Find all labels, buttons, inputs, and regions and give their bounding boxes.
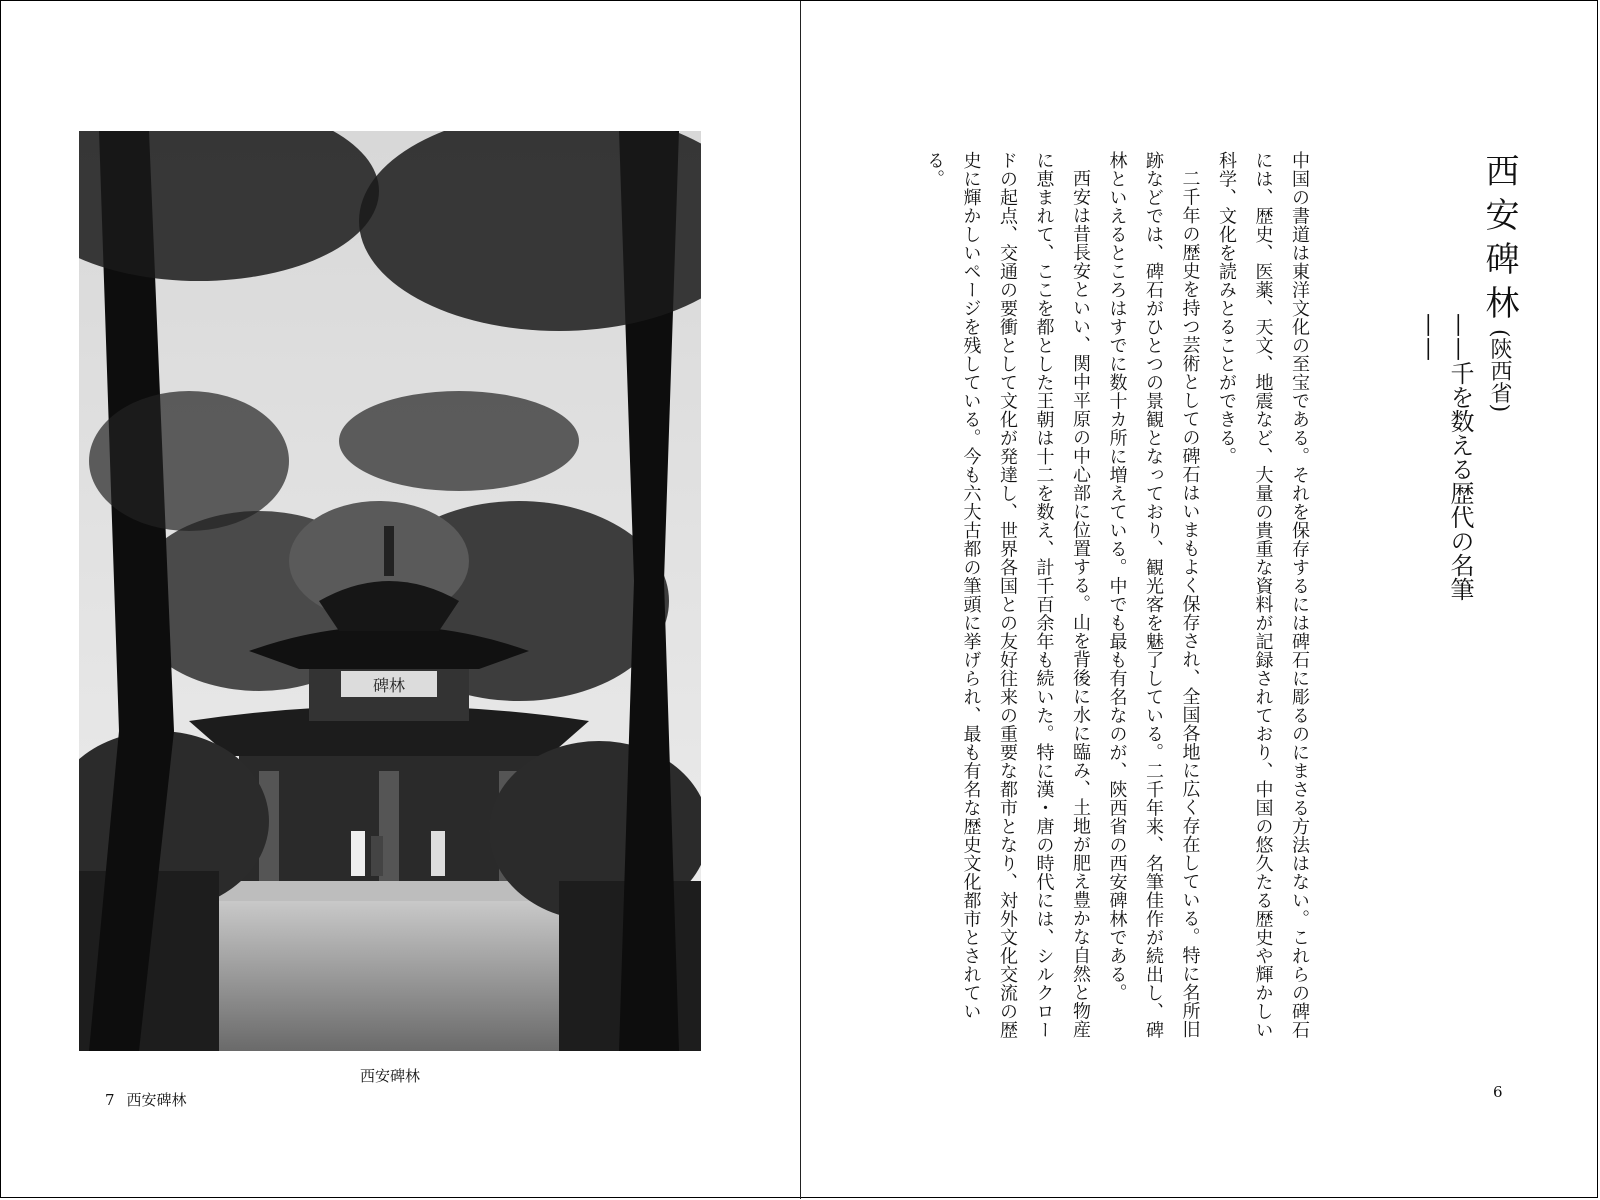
pavilion-photo xyxy=(79,131,701,1051)
article-subtitle: ——千を数える歴代の名筆—— xyxy=(1416,313,1474,601)
title-note: (陝西省) xyxy=(1487,329,1512,413)
paragraph-1: 中国の書道は東洋文化の至宝である。それを保存するには碑石に彫るのにまさる方法はない。これらの碑石には、歴史、医薬、天文、地震など、大量の貴重な資料が記録されており、中国の悠久たる歴史や輝かしい科学、文化を読みとることができる。 xyxy=(1216,151,1310,1039)
article-title xyxy=(1479,153,1519,573)
title-text: 西安碑林 xyxy=(1479,153,1519,329)
photo-caption: 西安碑林 xyxy=(359,1067,420,1085)
left-folio xyxy=(105,1089,187,1110)
article-body xyxy=(877,151,1317,1041)
paragraph-3: 西安は昔長安といい、関中平原の中心部に位置する。山を背後に水に臨み、土地が肥え豊かな自然と物産に恵まれて、ここを都とした王朝は十二を数え、計千百余年も続いた。特に漢・唐の時代には、シルクロードの起点、交通の要衝として文化が発達し、世界各国との友好往来の重要な都市となり、対外文化交流の歴史に輝かしいページを残している。今も六大古都の筆頭に挙げられ、最も有名な歴史文化都市とされている。 xyxy=(924,151,1091,1039)
pavilion-sign: 碑林 xyxy=(372,676,406,695)
left-page-number: 7 xyxy=(105,1091,115,1109)
pavilion-illustration xyxy=(79,131,701,1051)
page-gutter xyxy=(800,1,801,1199)
right-page-number: 6 xyxy=(1493,1083,1503,1101)
running-head: 西安碑林 xyxy=(126,1091,187,1109)
paragraph-2: 二千年の歴史を持つ芸術としての碑石はいまもよく保存され、全国各地に広く存在している。特に名所旧跡などでは、碑石がひとつの景観となっており、観光客を魅了している。二千年来、名筆佳作が続出し、碑林といえるところはすでに数十カ所に増えている。中でも最も有名なのが、陝西省の西安碑林である。 xyxy=(1106,151,1201,1039)
